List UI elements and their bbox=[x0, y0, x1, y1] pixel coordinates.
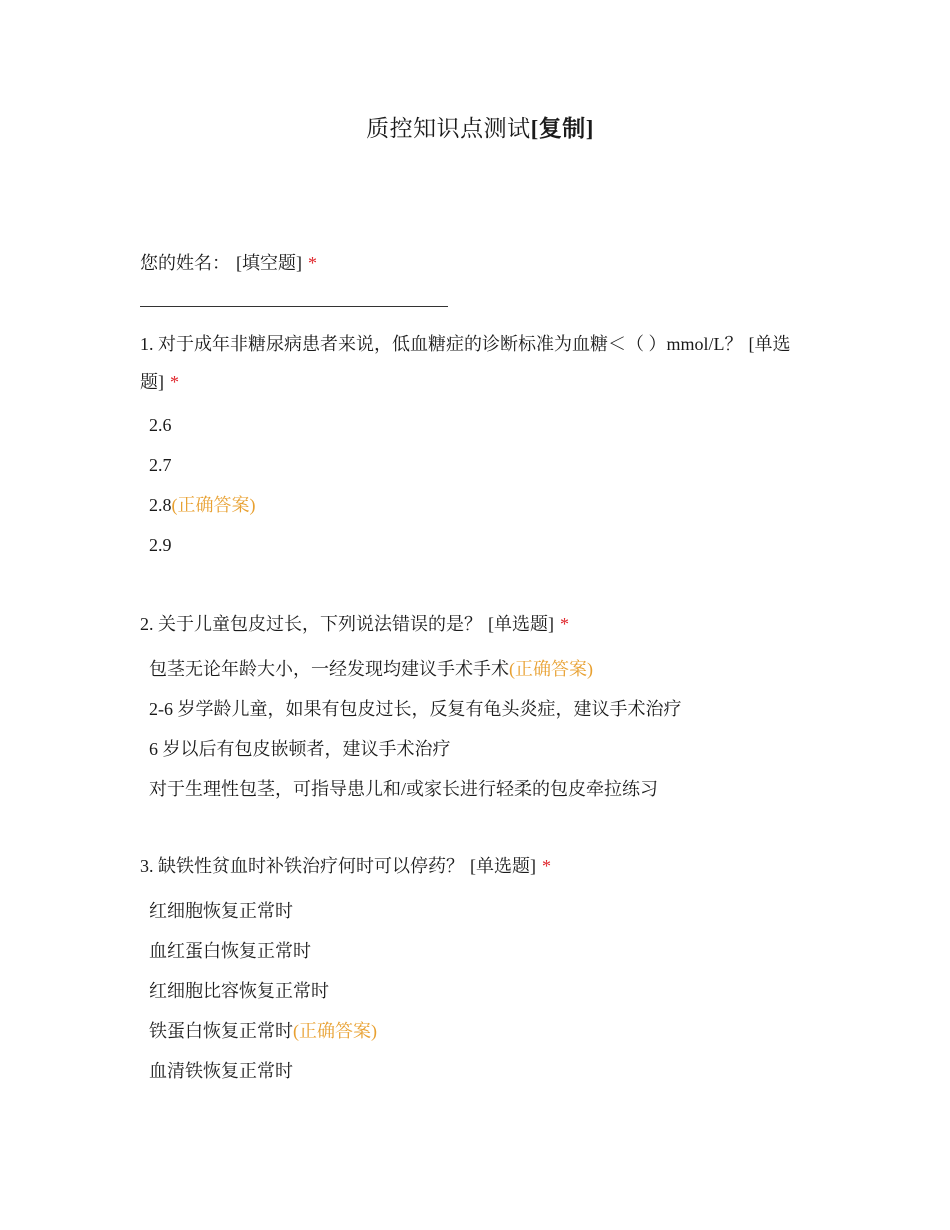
option-label: 2.9 bbox=[149, 535, 172, 555]
option-label: 2-6 岁学龄儿童，如果有包皮过长，反复有龟头炎症，建议手术治疗 bbox=[149, 699, 682, 719]
option-item[interactable] bbox=[140, 649, 800, 689]
required-mark: * bbox=[542, 856, 551, 876]
required-mark: * bbox=[308, 253, 317, 273]
option-label: 血清铁恢复正常时 bbox=[149, 1061, 293, 1081]
question-3-type: [单选题] bbox=[470, 856, 536, 876]
question-1 bbox=[140, 325, 800, 565]
option-item[interactable] bbox=[140, 971, 800, 1011]
question-2-type: [单选题] bbox=[488, 614, 554, 634]
option-label: 血红蛋白恢复正常时 bbox=[149, 941, 311, 961]
option-label: 红细胞恢复正常时 bbox=[149, 901, 293, 921]
required-mark: * bbox=[170, 372, 179, 392]
question-2-text: 2. 关于儿童包皮过长，下列说法错误的是？ bbox=[140, 614, 482, 634]
question-3 bbox=[140, 847, 800, 1091]
question-2-text-line bbox=[140, 605, 800, 643]
question-2-options bbox=[140, 649, 800, 809]
name-input-underline[interactable] bbox=[140, 306, 448, 307]
option-label: 对于生理性包茎，可指导患儿和/或家长进行轻柔的包皮牵拉练习 bbox=[149, 779, 658, 799]
name-question bbox=[140, 244, 800, 282]
correct-answer-note: (正确答案) bbox=[171, 495, 256, 515]
option-label: 2.6 bbox=[149, 415, 172, 435]
option-label: 2.7 bbox=[149, 455, 172, 475]
title-suffix: [复制] bbox=[530, 116, 594, 141]
name-question-label: 您的姓名： bbox=[140, 253, 230, 273]
question-3-text: 3. 缺铁性贫血时补铁治疗何时可以停药？ bbox=[140, 856, 464, 876]
page-title bbox=[0, 110, 950, 143]
option-item[interactable] bbox=[140, 1011, 800, 1051]
option-item[interactable] bbox=[140, 525, 800, 565]
option-item[interactable] bbox=[140, 931, 800, 971]
option-item[interactable] bbox=[140, 769, 800, 809]
option-item[interactable] bbox=[140, 485, 800, 525]
option-label: 2.8 bbox=[149, 495, 172, 515]
option-item[interactable] bbox=[140, 729, 800, 769]
title-text: 质控知识点测试 bbox=[366, 116, 531, 141]
question-1-type: [单选题] bbox=[140, 334, 791, 392]
required-mark: * bbox=[560, 614, 569, 634]
name-question-type: [填空题] bbox=[236, 253, 302, 273]
option-item[interactable] bbox=[140, 445, 800, 485]
correct-answer-note: (正确答案) bbox=[509, 659, 593, 679]
option-label: 包茎无论年龄大小，一经发现均建议手术手术 bbox=[149, 659, 509, 679]
question-1-text-line bbox=[140, 325, 800, 401]
question-3-text-line bbox=[140, 847, 800, 885]
question-2 bbox=[140, 605, 800, 809]
correct-answer-note: (正确答案) bbox=[293, 1021, 377, 1041]
option-item[interactable] bbox=[140, 689, 800, 729]
option-label: 铁蛋白恢复正常时 bbox=[149, 1021, 293, 1041]
option-item[interactable] bbox=[140, 891, 800, 931]
option-label: 6 岁以后有包皮嵌顿者，建议手术治疗 bbox=[149, 739, 451, 759]
question-1-text: 1. 对于成年非糖尿病患者来说，低血糖症的诊断标准为血糖＜（ ）mmol/L？ bbox=[140, 334, 743, 354]
option-label: 红细胞比容恢复正常时 bbox=[149, 981, 329, 1001]
option-item[interactable] bbox=[140, 405, 800, 445]
name-question-line bbox=[140, 244, 800, 282]
option-item[interactable] bbox=[140, 1051, 800, 1091]
question-1-options bbox=[140, 405, 800, 565]
question-3-options bbox=[140, 891, 800, 1091]
